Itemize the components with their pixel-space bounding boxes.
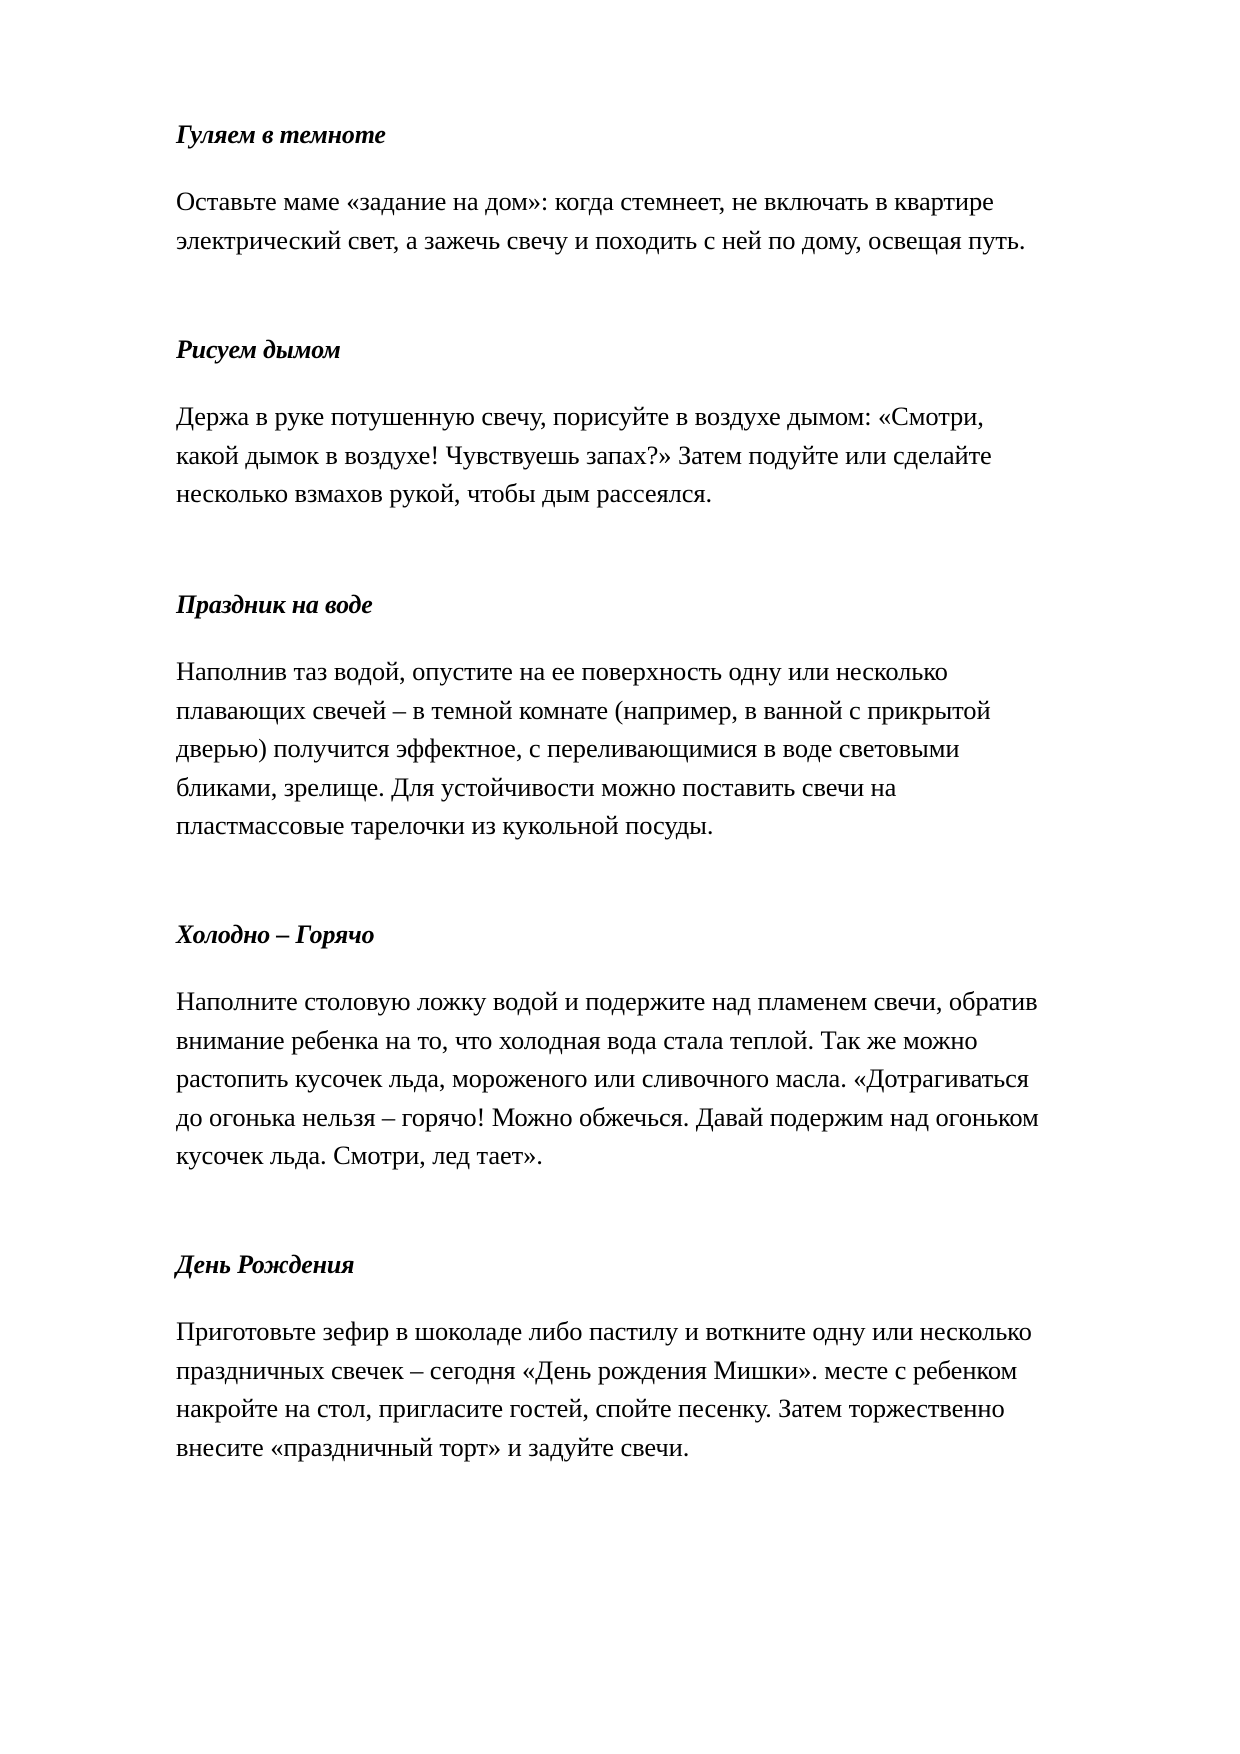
section-heading: Праздник на воде — [176, 590, 373, 619]
section-heading: Гуляем в темноте — [176, 120, 386, 149]
paragraph-line: кусочек льда. Смотри, лед тает». — [176, 1140, 543, 1170]
section-birthday — [176, 1250, 1166, 1466]
paragraph-line: Держа в руке потушенную свечу, порисуйте в воздухе дымом: «Смотри, — [176, 401, 984, 431]
paragraph-line: бликами, зрелище. Для устойчивости можно поставить свечи на — [176, 771, 897, 802]
paragraph-line: Приготовьте зефир в шоколаде либо пастилу и воткните одну или несколько — [176, 1316, 1032, 1346]
paragraph-line: какой дымок в воздухе! Чувствуешь запах?» Затем подуйте или сделайте — [176, 439, 992, 470]
section-paragraph — [176, 1312, 1166, 1466]
paragraph-line: плавающих свечей – в темной комнате (например, в ванной с прикрытой — [176, 694, 991, 725]
paragraph-line: дверью) получится эффектное, с переливающимися в воде световыми — [176, 733, 960, 763]
section-paragraph — [176, 652, 1166, 845]
section-walking-in-dark — [176, 120, 1166, 259]
paragraph-line: Наполните столовую ложку водой и подержите над пламенем свечи, обратив — [176, 986, 1038, 1016]
paragraph-line: накройте на стол, пригласите гостей, спойте песенку. Затем торжественно — [176, 1393, 1005, 1423]
paragraph-line: внесите «праздничный торт» и задуйте свечи. — [176, 1431, 690, 1462]
paragraph-line: внимание ребенка на то, что холодная вода стала теплой. Так же можно — [176, 1024, 978, 1055]
section-paragraph — [176, 397, 1166, 513]
paragraph-line: электрический свет, а зажечь свечу и походить с ней по дому, освещая путь. — [176, 224, 1026, 255]
section-paragraph — [176, 182, 1166, 259]
paragraph-line: пластмассовые тарелочки из кукольной посуды. — [176, 810, 714, 840]
section-heading: Холодно – Горячо — [176, 920, 375, 949]
section-water-festival — [176, 590, 1166, 845]
paragraph-line: до огонька нельзя – горячо! Можно обжечься. Давай подержим над огоньком — [176, 1101, 1039, 1132]
paragraph-line: Наполнив таз водой, опустите на ее поверхность одну или несколько — [176, 656, 948, 686]
section-heading: Рисуем дымом — [176, 335, 341, 364]
section-heading: День Рождения — [176, 1250, 355, 1279]
paragraph-line: растопить кусочек льда, мороженого или сливочного масла. «Дотрагиваться — [176, 1063, 1029, 1093]
paragraph-line: несколько взмахов рукой, чтобы дым рассеялся. — [176, 478, 712, 508]
section-drawing-with-smoke — [176, 335, 1166, 513]
section-cold-hot — [176, 920, 1166, 1175]
section-paragraph — [176, 982, 1166, 1175]
paragraph-line: праздничных свечек – сегодня «День рождения Мишки». месте с ребенком — [176, 1354, 1018, 1385]
paragraph-line: Оставьте маме «задание на дом»: когда стемнеет, не включать в квартире — [176, 186, 994, 216]
